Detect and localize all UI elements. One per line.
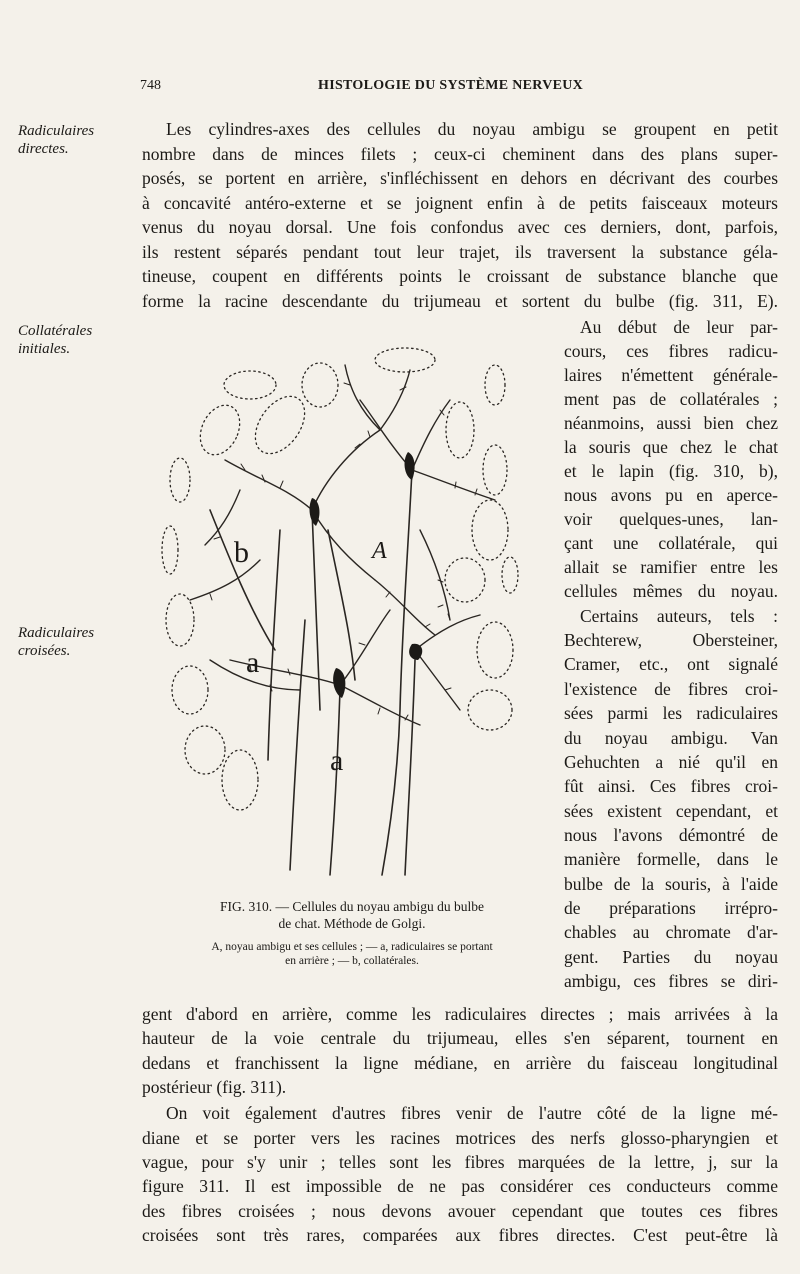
running-title: HISTOLOGIE DU SYSTÈME NERVEUX [318, 78, 584, 93]
text-line: posés, se portent en arrière, s'infléchissent en dehors en décrivant des courbes [142, 168, 778, 188]
text-line: nous l'avons démontré de [564, 825, 778, 845]
text-line: ambigu, ces fibres se diri- [564, 971, 778, 991]
text-line: Au début de leur par- [580, 317, 778, 337]
text-line: tineuse, coupent en différents points le croissant de substance blanche que [142, 266, 778, 286]
text-line: Bechterew, Obersteiner, [564, 630, 778, 650]
text-line: à concavité antéro-externe et se joignent enfin à de petits faisceaux moteurs [142, 193, 778, 213]
text-line: l'existence de fibres croi- [564, 679, 778, 699]
figure-label-b: b [234, 536, 249, 569]
figure-label-A: A [372, 538, 387, 564]
text-line: sées parmi les radiculaires [564, 703, 778, 723]
text-line: voir quelques-unes, lan- [564, 509, 778, 529]
text-line: gent. Parties du noyau [564, 947, 778, 967]
figure-label-a-left: a [246, 646, 260, 679]
text-line: croisées sont très rares, comparées aux fibres directes. C'est peut-être là [142, 1225, 778, 1245]
text-line: sées existent cependant, et [564, 801, 778, 821]
text-line: fût ainsi. Ces fibres croi- [564, 776, 778, 796]
text-line: hauteur de la voie centrale du trijumeau, elles s'en séparent, tournent en [142, 1028, 778, 1048]
figure-caption: FIG. 310. — Cellules du noyau ambigu du bulbe de chat. Méthode de Golgi. [220, 899, 484, 931]
text-line: gent d'abord en arrière, comme les radiculaires directes ; mais arrivées à la [142, 1004, 778, 1024]
text-line: Gehuchten a nié qu'il en [564, 752, 778, 772]
text-line: Les cylindres-axes des cellules du noyau ambigu se groupent en petit [166, 119, 778, 139]
text-line: de préparations irrépro- [564, 898, 778, 918]
text-line: figure 311. Il est impossible de ne pas considérer ces conducteurs comme [142, 1176, 778, 1196]
text-line: chables au chromate d'ar- [564, 922, 778, 942]
golgi-neuron-drawing [150, 330, 550, 890]
text-line: Certains auteurs, tels : [580, 606, 778, 626]
text-line: dedans et franchissent la ligne médiane, en arrière du faisceau longitudinal [142, 1053, 778, 1073]
text-line: la souris que chez le chat [564, 437, 778, 457]
text-line: vague, pour s'y unir ; telles sont les fibres marquées de la lettre, j, sur la [142, 1152, 778, 1172]
text-line: venus du noyau dorsal. Une fois confondus avec ces derniers, dont, parfois, [142, 217, 778, 237]
text-line: néanmoins, aussi bien chez [564, 413, 778, 433]
text-line: diane et se porter vers les racines motrices des nerfs glosso-pharyngien et [142, 1128, 778, 1148]
text-line: et le lapin (fig. 310, b), [564, 461, 778, 481]
text-line: des fibres croisées ; nous devons avouer cependant que toutes ces fibres [142, 1201, 778, 1221]
dotted-fiber-bundles [162, 348, 518, 810]
text-line: ment pas de collatérales ; [564, 389, 778, 409]
text-line: allait se ramifier entre les [564, 557, 778, 577]
text-line: cours, ces fibres radicu- [564, 341, 778, 361]
text-line: ils restent séparés pendant tout leur trajet, ils traversent la substance géla- [142, 242, 778, 262]
text-line: Cramer, etc., ont signalé [564, 654, 778, 674]
text-line: du noyau ambigu. Van [564, 728, 778, 748]
margin-note-collaterales-initiales: Collatérales initiales. [18, 323, 93, 357]
text-line: laires n'émettent générale- [564, 365, 778, 385]
text-line: çant une collatérale, qui [564, 533, 778, 553]
text-line: forme la racine descendante du trijumeau et sortent du bulbe (fig. 311, E). [142, 291, 778, 311]
text-line: On voit également d'autres fibres venir de l'autre côté de la ligne mé- [166, 1103, 778, 1123]
margin-note-radiculaires-directes: Radiculaires directes. [18, 123, 95, 157]
text-line: nombre dans de minces filets ; ceux-ci cheminent dans des plans super- [142, 144, 778, 164]
text-line: bulbe de la souris, à l'aide [564, 874, 778, 894]
figure-label-a-bottom: a [330, 744, 344, 777]
margin-note-radiculaires-croisees: Radiculaires croisées. [18, 625, 95, 659]
radicular-fibers [210, 470, 415, 875]
text-line: nous avons pu en aperce- [564, 485, 778, 505]
figure-legend: A, noyau ambigu et ses cellules ; — a, radiculaires se portant en arrière ; — b, collatérales. [211, 941, 493, 967]
text-line: manière formelle, dans le [564, 849, 778, 869]
text-line: cellules mêmes du noyau. [564, 581, 778, 601]
figure-310-illustration [150, 330, 550, 890]
text-line: postérieur (fig. 311). [142, 1077, 287, 1097]
page-number: 748 [140, 78, 161, 93]
